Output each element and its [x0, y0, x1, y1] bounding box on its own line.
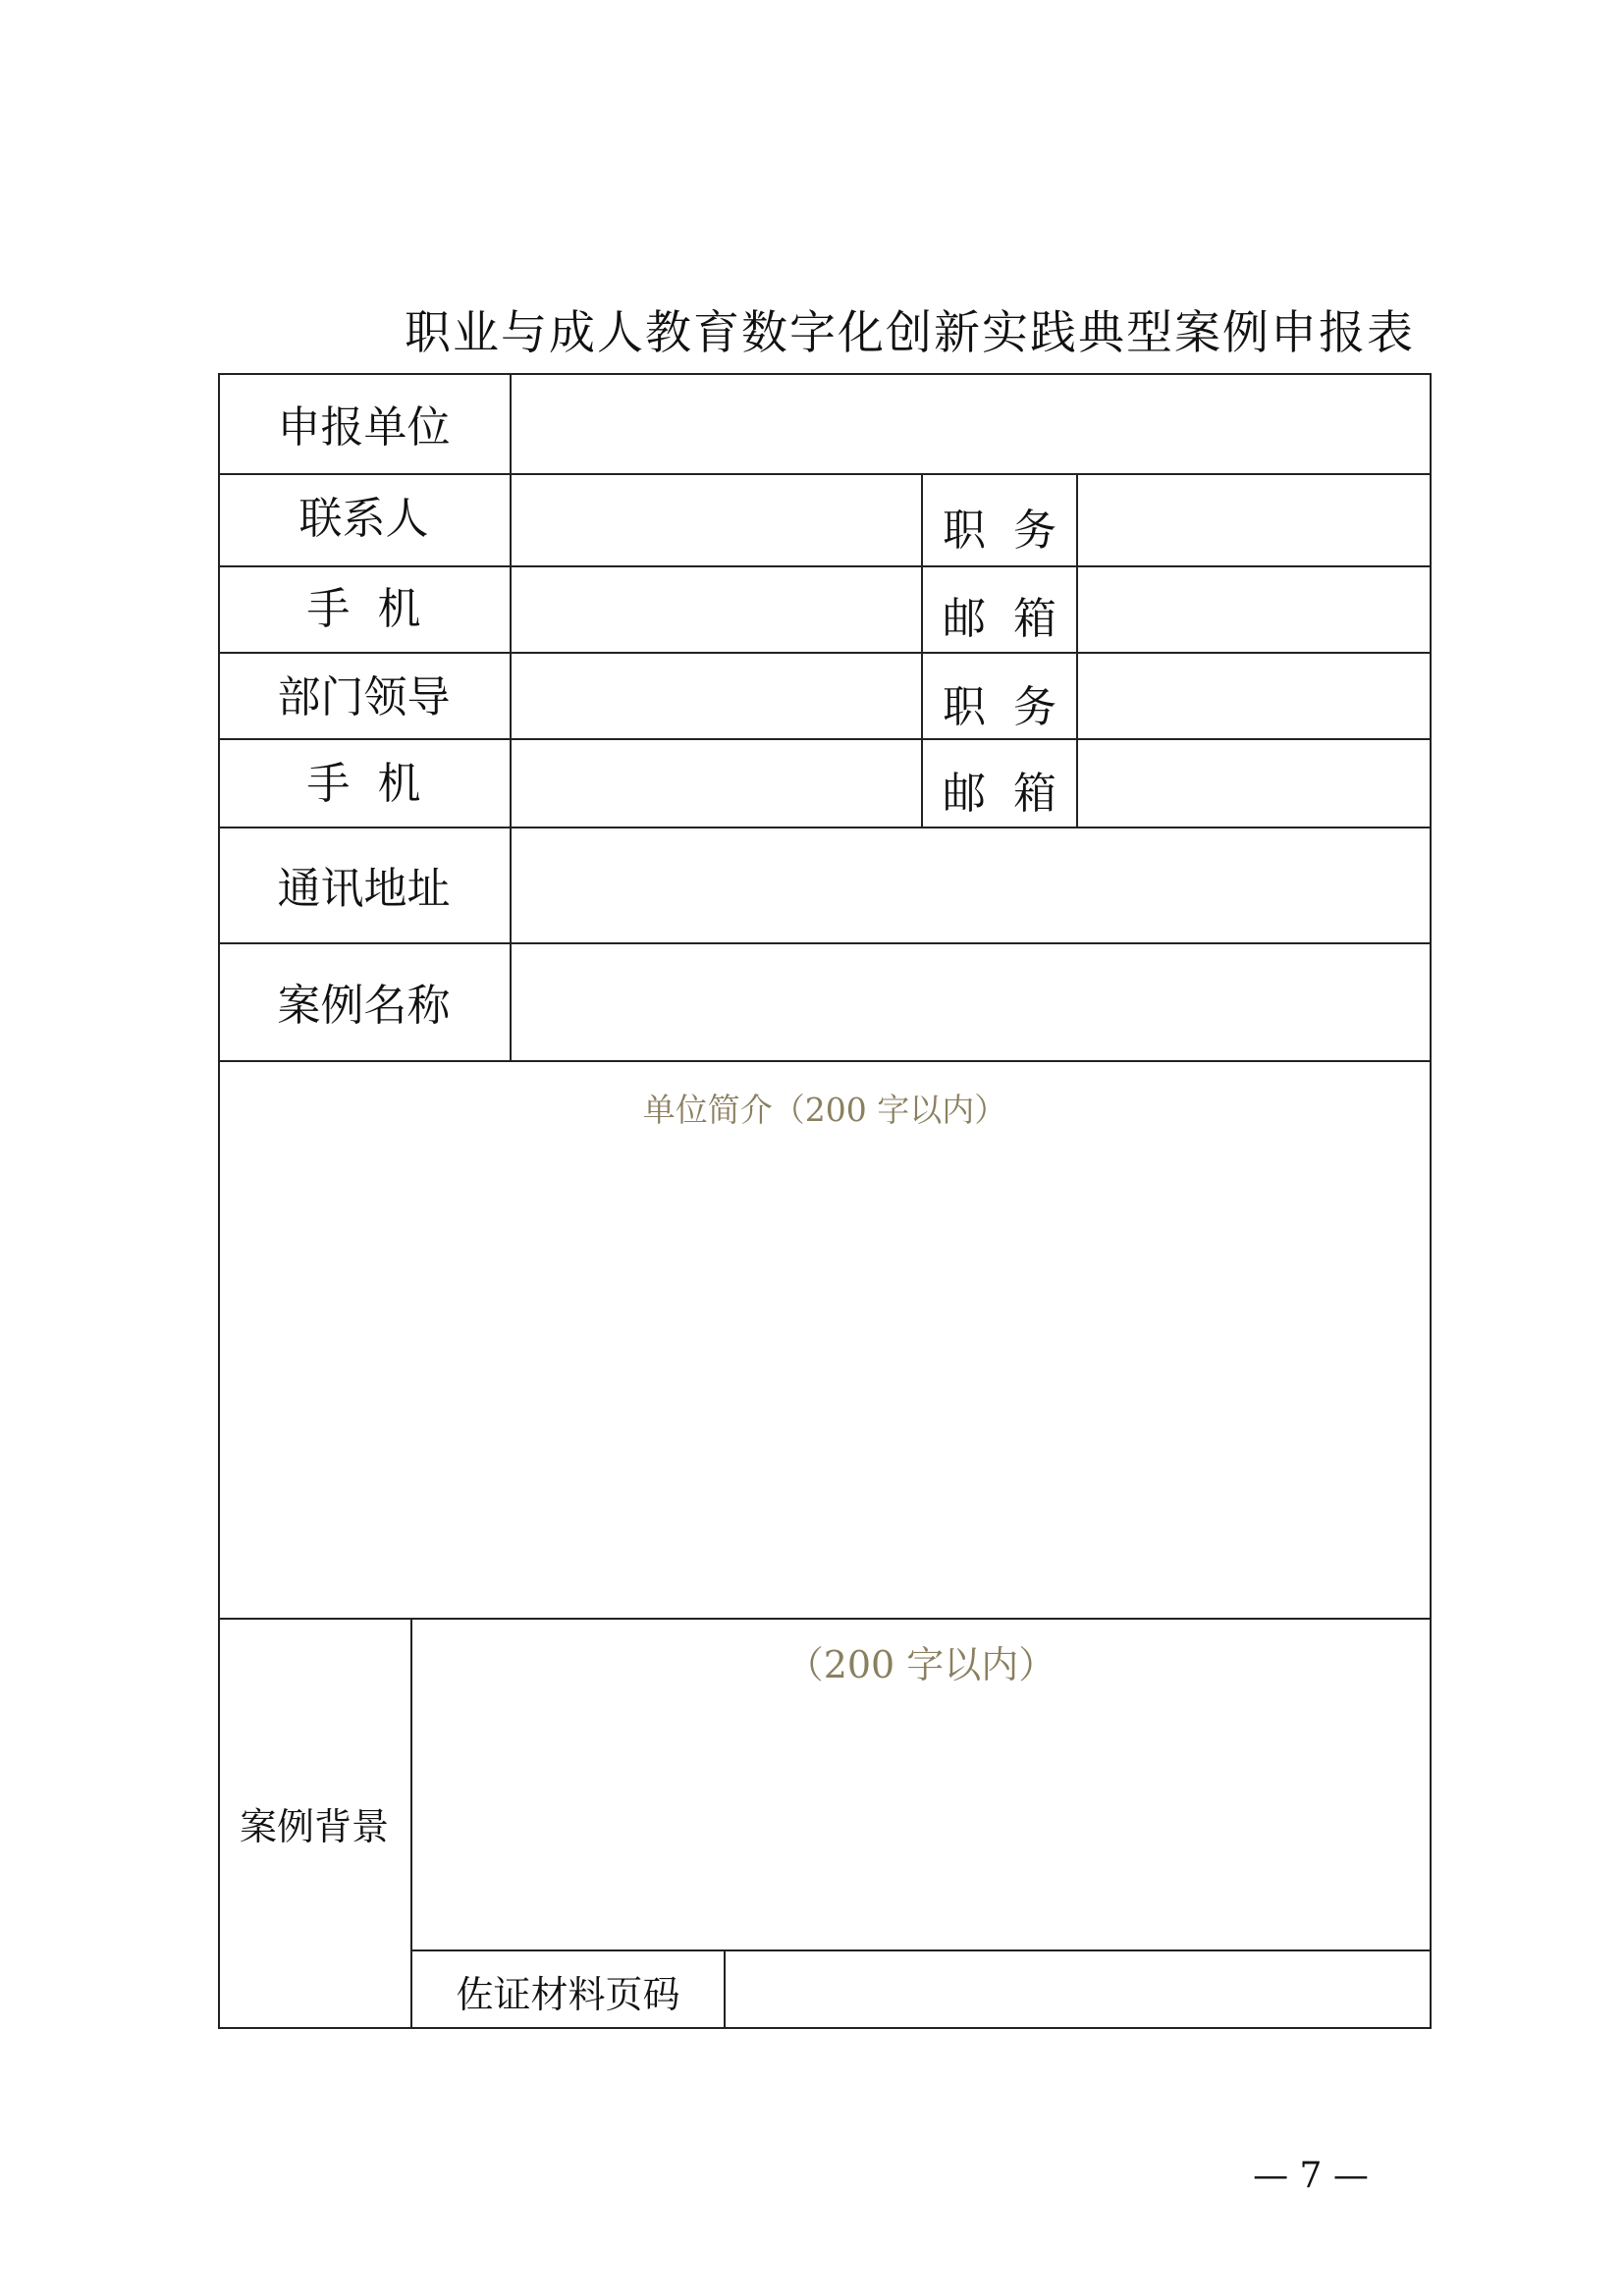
unit-intro-hint: 单位简介（200 字以内）	[642, 1090, 1007, 1129]
contact-label: 联系人	[298, 494, 429, 544]
contact-position-label: 职 务	[943, 506, 1056, 556]
leader-email-label: 邮 箱	[943, 769, 1056, 819]
table-border-right	[1430, 373, 1432, 2029]
leader-phone-field[interactable]	[512, 740, 921, 827]
contact-position-field[interactable]	[1078, 475, 1430, 565]
evidence-page-field[interactable]	[726, 1951, 1430, 2027]
form-title-text: 职业与成人教育数字化创新实践典型案例申报表	[405, 306, 1415, 360]
leader-email-field[interactable]	[1078, 740, 1430, 827]
unit-label: 申报单位	[277, 402, 451, 453]
case-background-label: 案例背景	[239, 1805, 389, 1848]
contact-phone-field[interactable]	[512, 567, 921, 652]
contact-field[interactable]	[512, 475, 921, 565]
leader-position-label: 职 务	[943, 682, 1056, 732]
case-name-label: 案例名称	[277, 981, 451, 1031]
case-background-hint: （200 字以内）	[785, 1642, 1056, 1686]
contact-email-field[interactable]	[1078, 567, 1430, 652]
address-label: 通讯地址	[277, 864, 451, 914]
page-number: — 7 —	[1253, 2155, 1369, 2196]
application-form-table	[218, 373, 1432, 2029]
evidence-page-label: 佐证材料页码	[456, 1972, 680, 2016]
leader-position-field[interactable]	[1078, 654, 1430, 738]
contact-phone-label: 手 机	[306, 584, 421, 634]
unit-intro-field[interactable]	[220, 1062, 1430, 1618]
leader-phone-label: 手 机	[306, 759, 421, 809]
form-title	[218, 294, 1624, 373]
address-field[interactable]	[512, 828, 1430, 942]
contact-email-label: 邮 箱	[943, 594, 1056, 644]
case-name-field[interactable]	[512, 944, 1430, 1060]
dept-leader-label: 部门领导	[277, 672, 451, 722]
dept-leader-field[interactable]	[512, 654, 921, 738]
unit-field[interactable]	[512, 375, 1430, 473]
